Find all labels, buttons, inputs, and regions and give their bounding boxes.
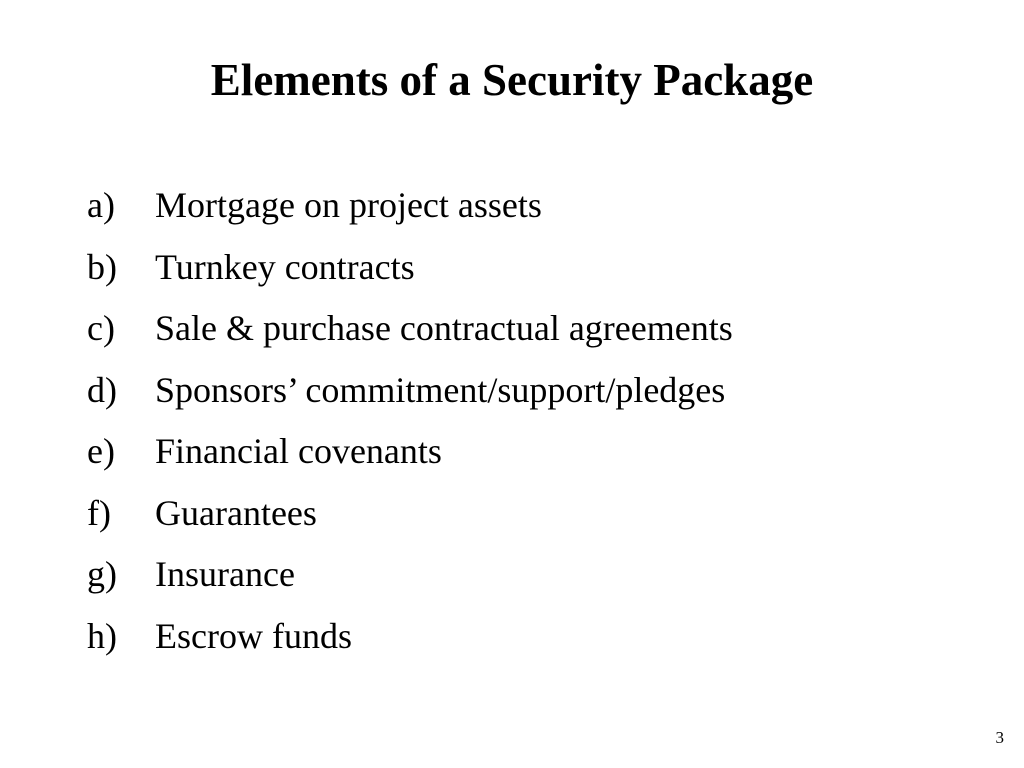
list-item <box>87 303 733 365</box>
slide-title: Elements of a Security Package <box>210 55 814 105</box>
list-item-text: Guarantees <box>155 492 317 533</box>
list-item-marker: g) <box>87 554 117 594</box>
list-item-text: Sale & purchase contractual agreements <box>155 308 733 348</box>
security-elements-list <box>87 180 733 672</box>
list-item <box>87 611 733 673</box>
list-item <box>87 365 733 427</box>
list-item-text: Mortgage on project assets <box>155 185 542 225</box>
list-item-marker: h) <box>87 615 117 656</box>
list-item <box>87 180 733 242</box>
list-item-text: Turnkey contracts <box>155 246 415 287</box>
list-item <box>87 488 733 550</box>
list-item-marker: b) <box>87 246 117 287</box>
list-item-marker: f) <box>87 492 111 533</box>
list-item-text: Financial covenants <box>155 431 442 471</box>
list-item <box>87 549 733 611</box>
list-item-text: Sponsors’ commitment/support/pledges <box>155 369 726 410</box>
list-item-marker: d) <box>87 369 117 410</box>
list-item <box>87 426 733 488</box>
list-item-marker: a) <box>87 185 115 225</box>
list-item-text: Escrow funds <box>155 615 352 656</box>
list-item-marker: c) <box>87 308 115 348</box>
list-item-text: Insurance <box>155 554 295 594</box>
list-item <box>87 242 733 304</box>
page-number: 3 <box>995 728 1004 747</box>
list-item-marker: e) <box>87 431 115 471</box>
